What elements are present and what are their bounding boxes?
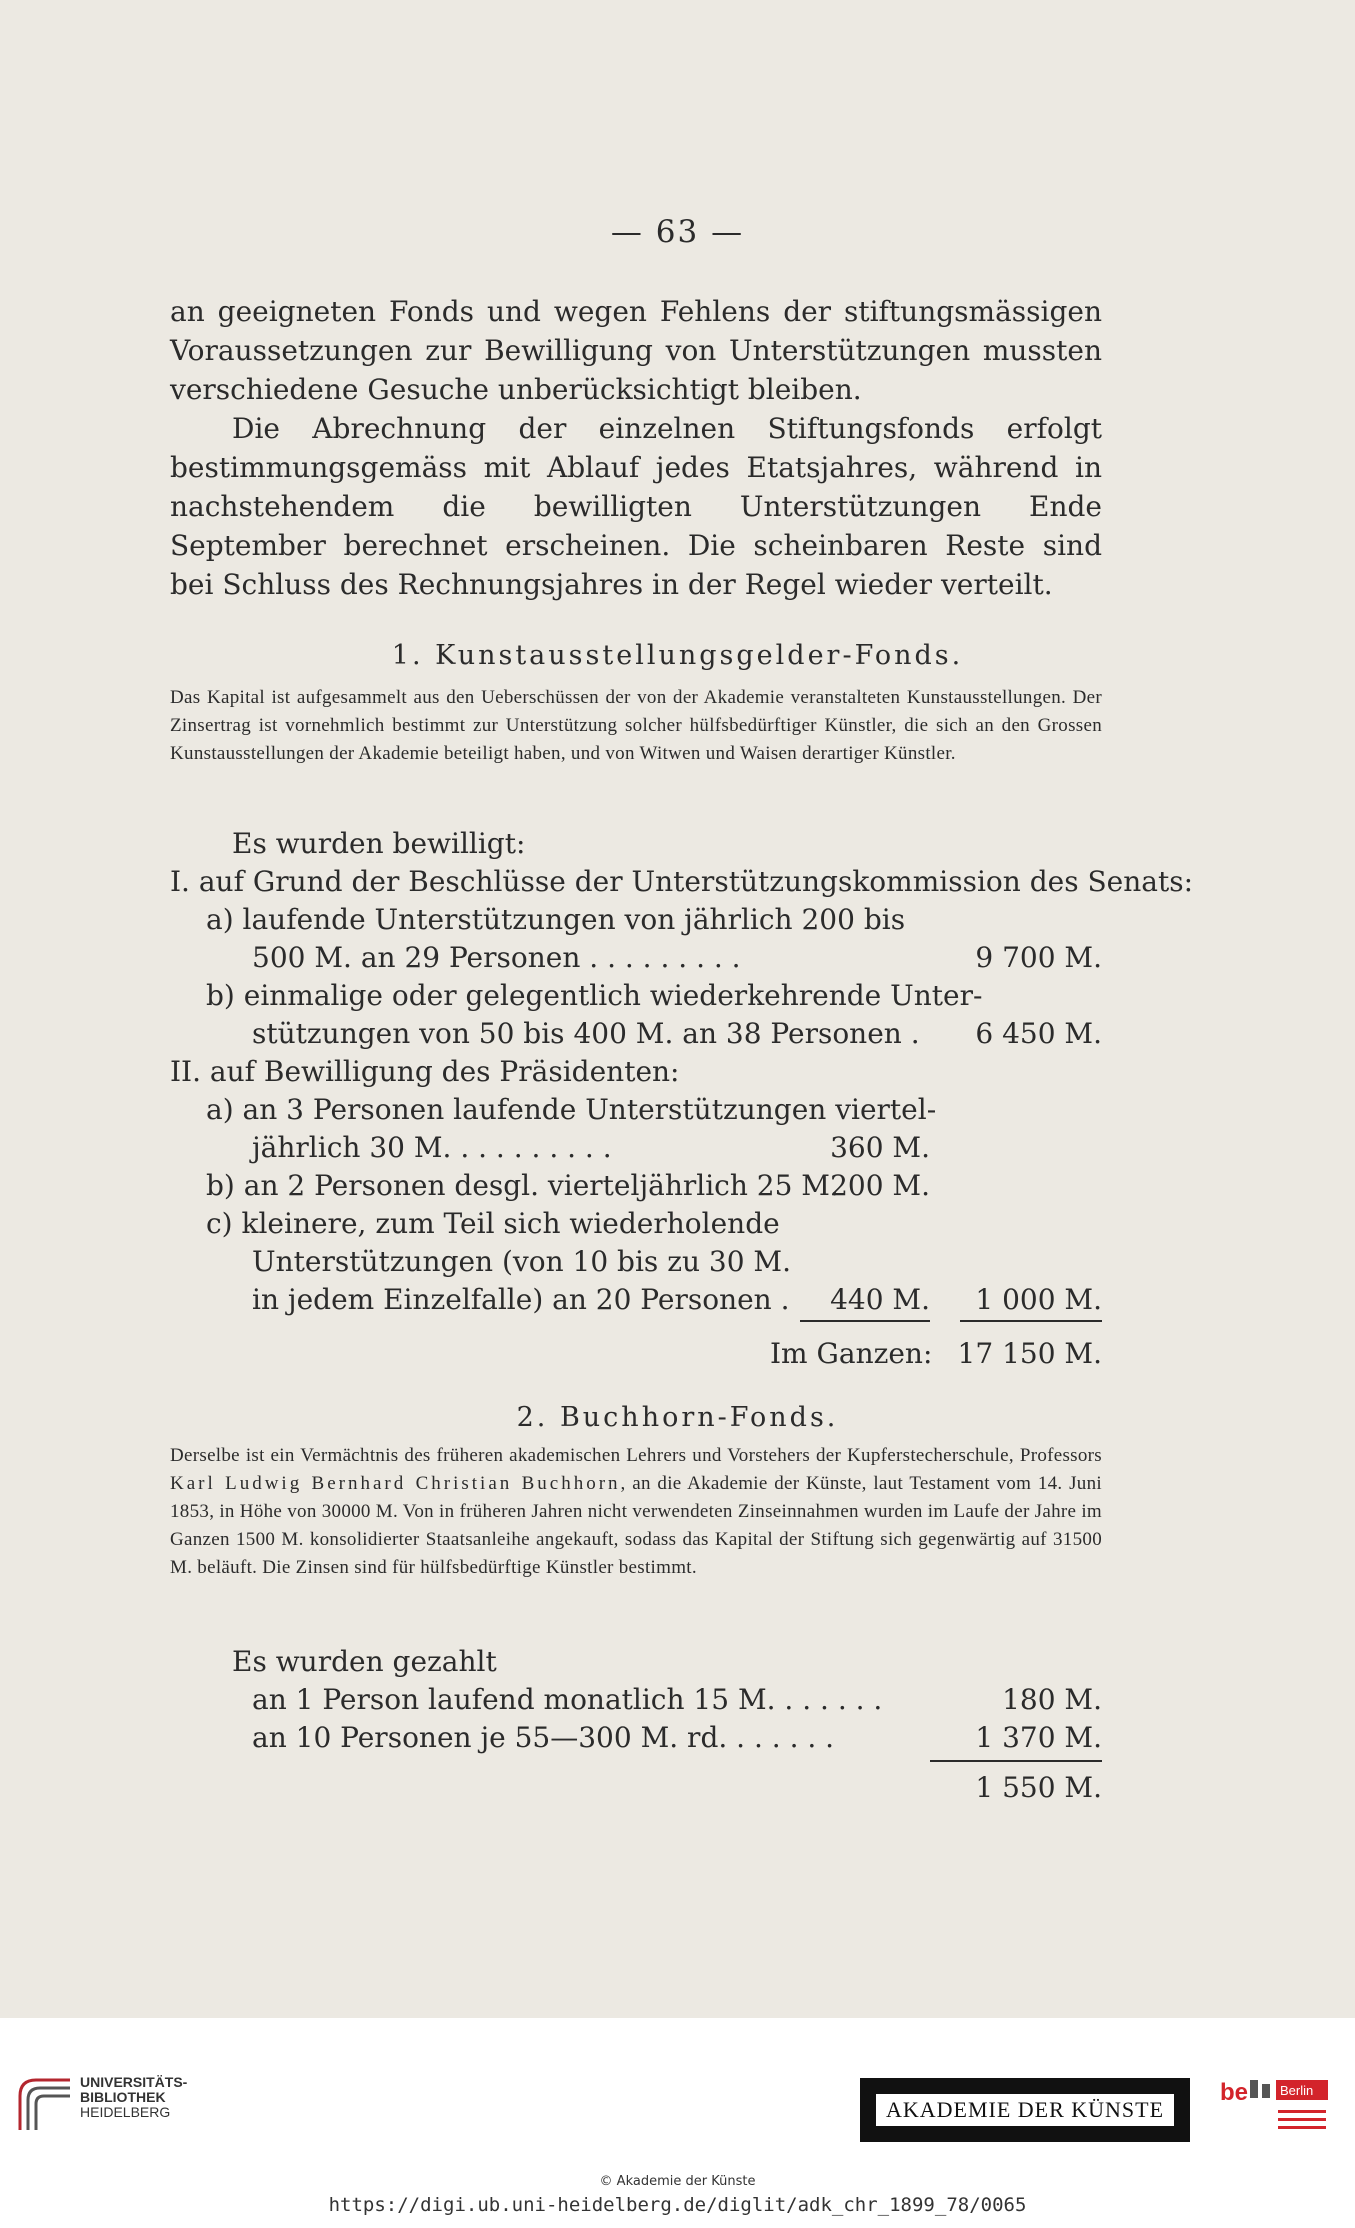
p2-item-b-line-1: b) an 2 Personen desgl. vierteljährlich 25 M.: [206, 1169, 839, 1202]
p2-item-c-line-1: c) kleinere, zum Teil sich wiederholende: [206, 1207, 780, 1240]
item-a-line-1: a) laufende Unterstützungen von jährlich 200 bis: [206, 903, 906, 936]
ub-line-3: HEIDELBERG: [80, 2104, 171, 2120]
intro-paragraph-2: Die Abrechnung der einzelnen Stiftungsfonds erfolgt bestimmungsgemäss mit Ablauf jedes Etatsjahres, während in nachstehendem die bewilligten Unterstützungen Ende September berechnet erscheinen. Die scheinbaren Reste sind bei Schluss des Rechnungsjahres in der Regel wieder verteilt.: [170, 412, 1102, 601]
buchhorn-total-rule: [930, 1760, 1102, 1762]
intro-paragraph-1: an geeigneten Fonds und wegen Fehlens der stiftungsmässigen Voraussetzungen zur Bewilligung von Unterstützungen mussten verschiedene Gesuche unberücksichtigt bleiben.: [170, 295, 1102, 406]
ub-line-1: UNIVERSITÄTS-: [80, 2074, 188, 2090]
svg-text:be: be: [1220, 2079, 1249, 2106]
part-2-title: II. auf Bewilligung des Präsidenten:: [170, 1055, 680, 1088]
part-2-total: 1 000 M.: [975, 1283, 1102, 1316]
buchhorn-total-amount: 1 550 M.: [975, 1771, 1102, 1804]
section-2-description: [170, 1442, 1102, 1582]
item-a-amount: 9 700 M.: [975, 941, 1102, 974]
intro-text: [170, 292, 1102, 604]
item-a-line-2: 500 M. an 29 Personen . . . . . . . . .: [252, 941, 741, 974]
payment-row-2-amount: 1 370 M.: [975, 1721, 1102, 1754]
granted-intro: Es wurden bewilligt:: [232, 827, 526, 860]
p2-item-c-amount: 440 M.: [830, 1283, 930, 1316]
section-1-description: Das Kapital ist aufgesammelt aus den Ueberschüssen der von der Akademie veranstalteten Kunstausstellungen. Der Zinsertrag ist vornehmlich bestimmt zur Unterstützung solcher hülfsbedürftiger Künstler, die sich an den Grossen Kunstausstellungen der Akademie beteiligt haben, und von Witwen und Waisen derartiger Künstler.: [170, 687, 1102, 764]
university-library-logo-icon: [14, 2072, 76, 2136]
item-b-line-1: b) einmalige oder gelegentlich wiederkehrende Unter-: [206, 979, 983, 1012]
svg-text:Berlin: Berlin: [1280, 2083, 1314, 2098]
paid-intro: Es wurden gezahlt: [232, 1645, 497, 1678]
p2-item-a-line-1: a) an 3 Personen laufende Unterstützungen viertel-: [206, 1093, 937, 1126]
akademie-logo-text: AKADEMIE DER KÜNSTE: [875, 2093, 1175, 2127]
part-1-title: I. auf Grund der Beschlüsse der Unterstützungskommission des Senats:: [170, 865, 1193, 898]
university-library-name: [80, 2075, 187, 2120]
section-heading-2: 2. Buchhorn-Fonds.: [516, 1402, 839, 1433]
total-amount: 17 150 M.: [957, 1337, 1102, 1370]
item-b-amount: 6 450 M.: [975, 1017, 1102, 1050]
p2-item-a-line-2: jährlich 30 M. . . . . . . . . .: [252, 1131, 612, 1164]
page-number: — 63 —: [610, 214, 745, 250]
berlin-senate-logo-icon: [1218, 2076, 1333, 2140]
section-heading-1: 1. Kunstausstellungsgelder-Fonds.: [391, 640, 964, 671]
subtotal-rule: [800, 1320, 930, 1322]
benefactor-name: Karl Ludwig Bernhard Christian Buchhorn: [170, 1473, 621, 1494]
p2-item-c-line-3: in jedem Einzelfalle) an 20 Personen .: [252, 1283, 790, 1316]
payment-row-2: an 10 Personen je 55—300 M. rd. . . . . . .: [252, 1721, 835, 1754]
copyright-notice: © Akademie der Künste: [599, 2174, 756, 2189]
item-b-line-2: stützungen von 50 bis 400 M. an 38 Personen .: [252, 1017, 920, 1050]
p2-item-b-amount: 200 M.: [830, 1169, 930, 1202]
payment-row-1-amount: 180 M.: [1002, 1683, 1102, 1716]
p2-item-c-line-2: Unterstützungen (von 10 bis zu 30 M.: [252, 1245, 791, 1278]
p2-item-a-amount: 360 M.: [830, 1131, 930, 1164]
total-label: Im Ganzen:: [770, 1337, 933, 1370]
section-2-description-end: , an die Akademie der Künste, laut Testament vom 14. Juni 1853, in Höhe von 30000 M. Von in früheren Jahren nicht verwendeten Zinseinnahmen wurden im Laufe der Jahre im Ganzen 1500 M. konsolidierter Staatsanleihe angekauft, sodass das Kapital der Stiftung sich gegenwärtig auf 31500 M. beläuft. Die Zinsen sind für hülfsbedürftige Künstler bestimmt.: [170, 1473, 1102, 1578]
akademie-logo: [860, 2078, 1190, 2142]
section-2-description-start: Derselbe ist ein Vermächtnis des früheren akademischen Lehrers und Vorstehers der Kupferstecherschule, Professors: [170, 1445, 1102, 1466]
ub-line-2: BIBLIOTHEK: [80, 2089, 166, 2105]
payment-row-1: an 1 Person laufend monatlich 15 M. . . . . . .: [252, 1683, 883, 1716]
source-url-link[interactable]: https://digi.ub.uni-heidelberg.de/diglit/adk_chr_1899_78/0065: [328, 2194, 1027, 2216]
total-rule: [960, 1320, 1102, 1322]
